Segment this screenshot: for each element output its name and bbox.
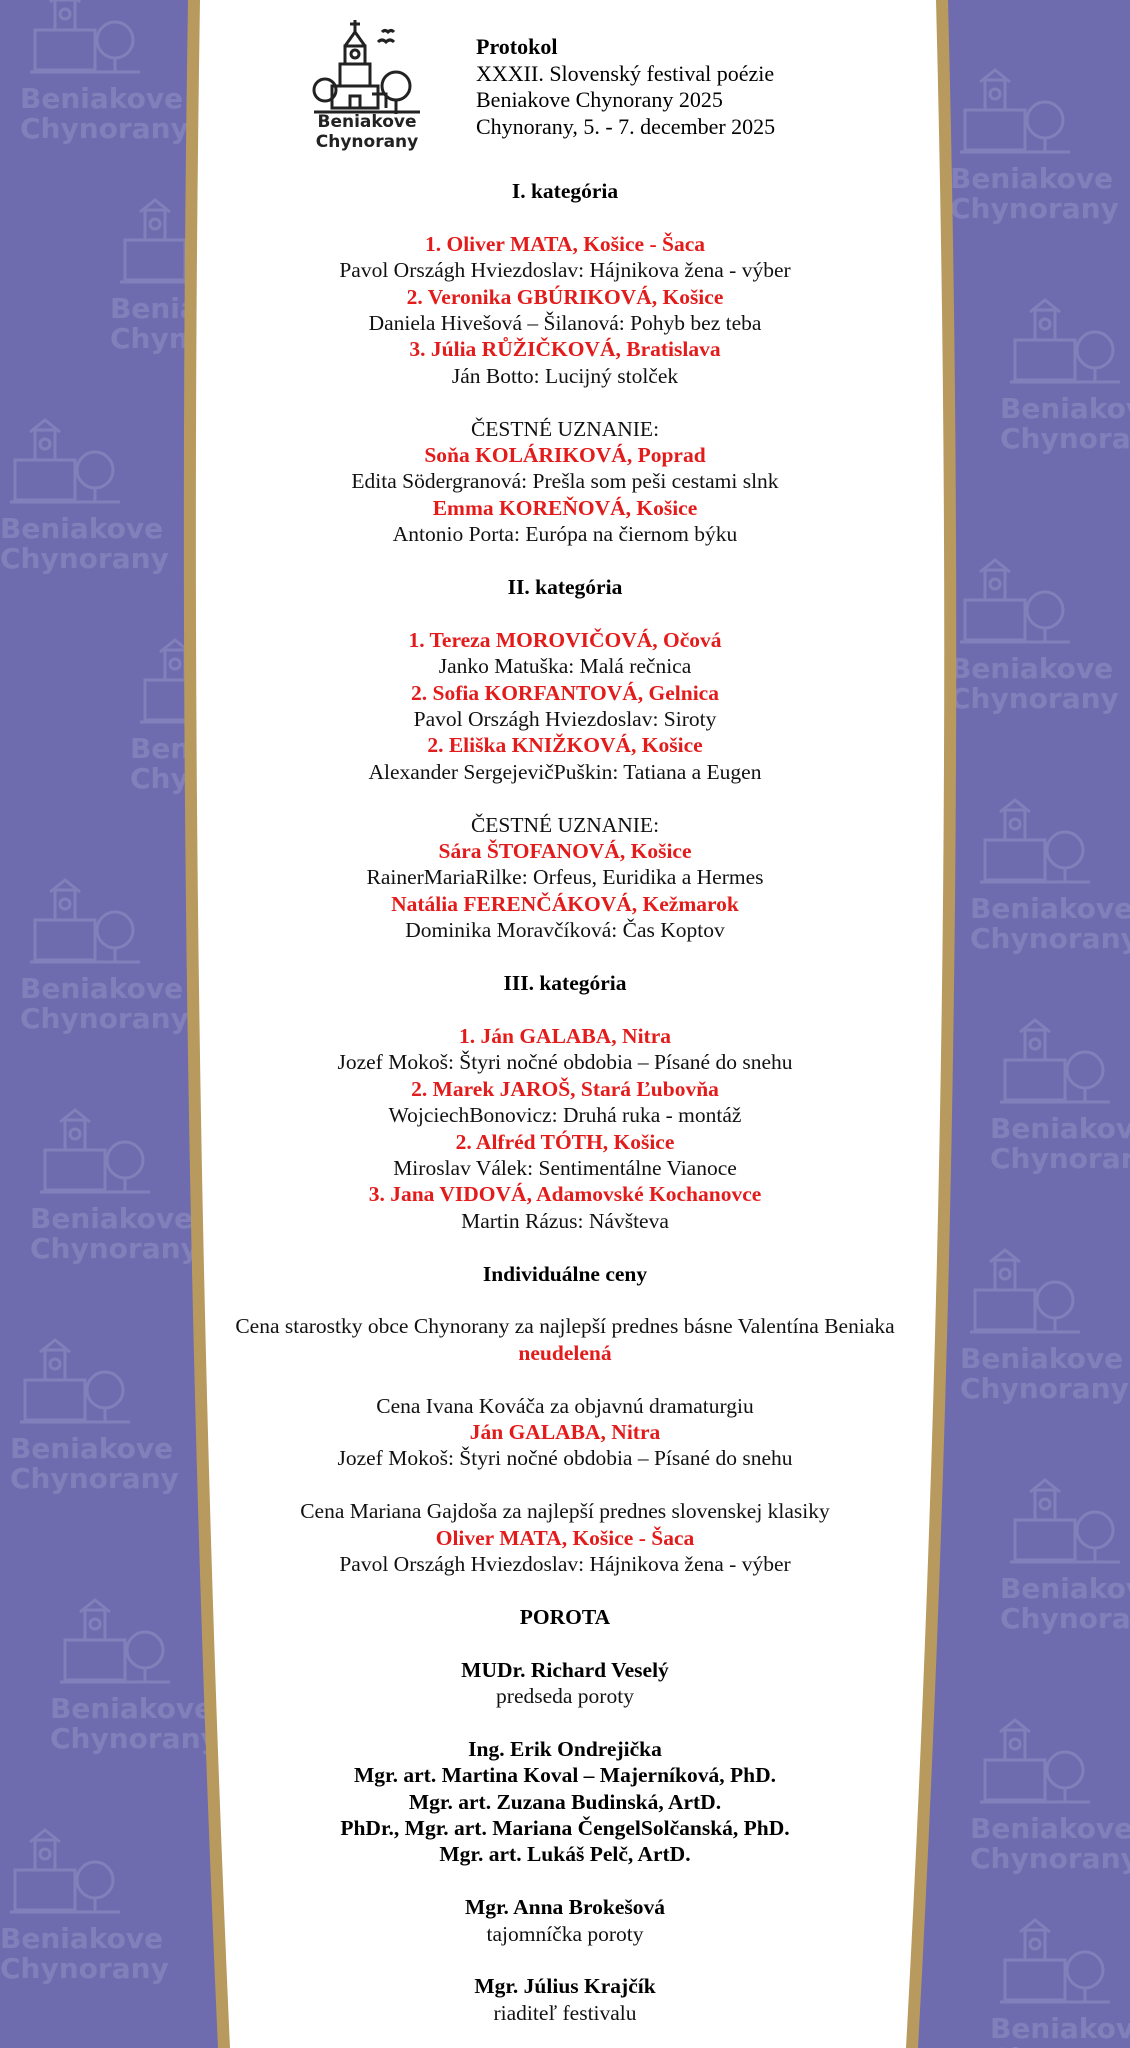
honorable-mention-label: ČESTNÉ UZNANIE: <box>470 812 660 837</box>
poem: Jozef Mokoš: Štyri nočné obdobia – Písané do snehu <box>337 1446 793 1471</box>
award-title: Cena starostky obce Chynorany za najlepší prednes básne Valentína Beniaka <box>235 1314 895 1339</box>
award-winner: Ján GALABA, Nitra <box>469 1419 661 1444</box>
festival-director-role: riaditeľ festivalu <box>493 2000 637 2025</box>
poem: Janko Matuška: Malá rečnica <box>438 654 692 679</box>
poem: Dominika Moravčíková: Čas Koptov <box>405 918 725 943</box>
poem: Pavol Országh Hviezdoslav: Hájnikova žena - výber <box>339 1551 791 1576</box>
poem: Daniela Hivešová – Šilanová: Pohyb bez teba <box>368 311 762 336</box>
festival-name: XXXII. Slovenský festival poézie <box>476 60 775 86</box>
jury-member: PhDr., Mgr. art. Mariana ČengelSolčanská, PhD. <box>340 1815 790 1840</box>
award-winner: neudelená <box>518 1340 612 1365</box>
jury-chair-name: MUDr. Richard Veselý <box>461 1657 669 1682</box>
category-1-heading: I. kategória <box>511 179 619 203</box>
honorable-mention-label: ČESTNÉ UZNANIE: <box>470 416 660 441</box>
jury-member: Mgr. art. Martina Koval – Majerníková, PhD. <box>354 1763 776 1788</box>
category-3-heading: III. kategória <box>503 971 627 996</box>
winner: 3. Júlia RŮŽIČKOVÁ, Bratislava <box>409 337 721 362</box>
poem: Edita Södergranová: Prešla som peši cestami slnk <box>351 469 779 494</box>
poem: Pavol Országh Hviezdoslav: Hájnikova žena - výber <box>339 258 791 283</box>
award-winner: Oliver MATA, Košice - Šaca <box>435 1525 695 1550</box>
poem: Alexander SergejevičPuškin: Tatiana a Eugen <box>368 759 762 784</box>
honoree: Soňa KOLÁRIKOVÁ, Poprad <box>424 443 706 468</box>
winner: 2. Veronika GBÚRIKOVÁ, Košice <box>406 284 724 309</box>
poem: RainerMariaRilke: Orfeus, Euridika a Hermes <box>366 865 764 890</box>
winner: 1. Ján GALABA, Nitra <box>458 1023 672 1048</box>
honoree: Emma KOREŇOVÁ, Košice <box>432 495 698 520</box>
poem: Pavol Országh Hviezdoslav: Siroty <box>413 707 717 732</box>
winner: 2. Sofia KORFANTOVÁ, Gelnica <box>411 680 719 705</box>
jury-secretary-name: Mgr. Anna Brokešová <box>464 1895 666 1920</box>
event-name: Beniakove Chynorany 2025 <box>476 87 723 112</box>
honoree: Sára ŠTOFANOVÁ, Košice <box>438 839 692 864</box>
jury-heading: POROTA <box>519 1604 611 1629</box>
jury-member: Mgr. art. Lukáš Pelč, ArtD. <box>439 1842 691 1867</box>
place-date: Chynorany, 5. - 7. december 2025 <box>476 113 776 139</box>
winner: 2. Marek JAROŠ, Stará Ľubovňa <box>411 1076 719 1101</box>
award-title: Cena Mariana Gajdoša za najlepší prednes slovenskej klasiky <box>300 1499 830 1524</box>
winner: 3. Jana VIDOVÁ, Adamovské Kochanovce <box>368 1182 762 1207</box>
document-header <box>476 34 775 140</box>
winner: 2. Alfréd TÓTH, Košice <box>455 1129 675 1154</box>
festival-director-name: Mgr. Július Krajčík <box>474 1974 656 1999</box>
logo-name-line1: Beniakove <box>317 112 417 132</box>
poem: WojciechBonovicz: Druhá ruka - montáž <box>388 1103 742 1128</box>
award-title: Cena Ivana Kováča za objavnú dramaturgiu <box>376 1393 754 1418</box>
individual-awards-heading: Individuálne ceny <box>482 1261 648 1286</box>
honoree: Natália FERENČÁKOVÁ, Kežmarok <box>391 891 739 916</box>
poem: Jozef Mokoš: Štyri nočné obdobia – Písané do snehu <box>337 1050 793 1075</box>
winner: 2. Eliška KNIŽKOVÁ, Košice <box>427 733 703 758</box>
jury-member: Ing. Erik Ondrejička <box>468 1736 662 1761</box>
jury-secretary-role: tajomníčka poroty <box>486 1921 644 1946</box>
results-body <box>190 178 940 2026</box>
poem: Antonio Porta: Európa na čiernom býku <box>392 522 738 547</box>
logo-wordmark <box>300 112 434 152</box>
category-2-heading: II. kategória <box>507 575 623 600</box>
jury-member: Mgr. art. Zuzana Budinská, ArtD. <box>408 1789 722 1814</box>
winner: 1. Tereza MOROVIČOVÁ, Očová <box>408 627 722 652</box>
logo-name-line2: Chynorany <box>315 132 419 152</box>
poem: Martin Rázus: Návšteva <box>461 1208 669 1233</box>
poem: Miroslav Válek: Sentimentálne Vianoce <box>393 1155 737 1180</box>
protocol-title: Protokol <box>476 34 558 59</box>
winner: 1. Oliver MATA, Košice - Šaca <box>424 231 706 256</box>
jury-chair-role: predseda poroty <box>496 1683 634 1708</box>
poem: Ján Botto: Lucijný stolček <box>451 363 679 388</box>
